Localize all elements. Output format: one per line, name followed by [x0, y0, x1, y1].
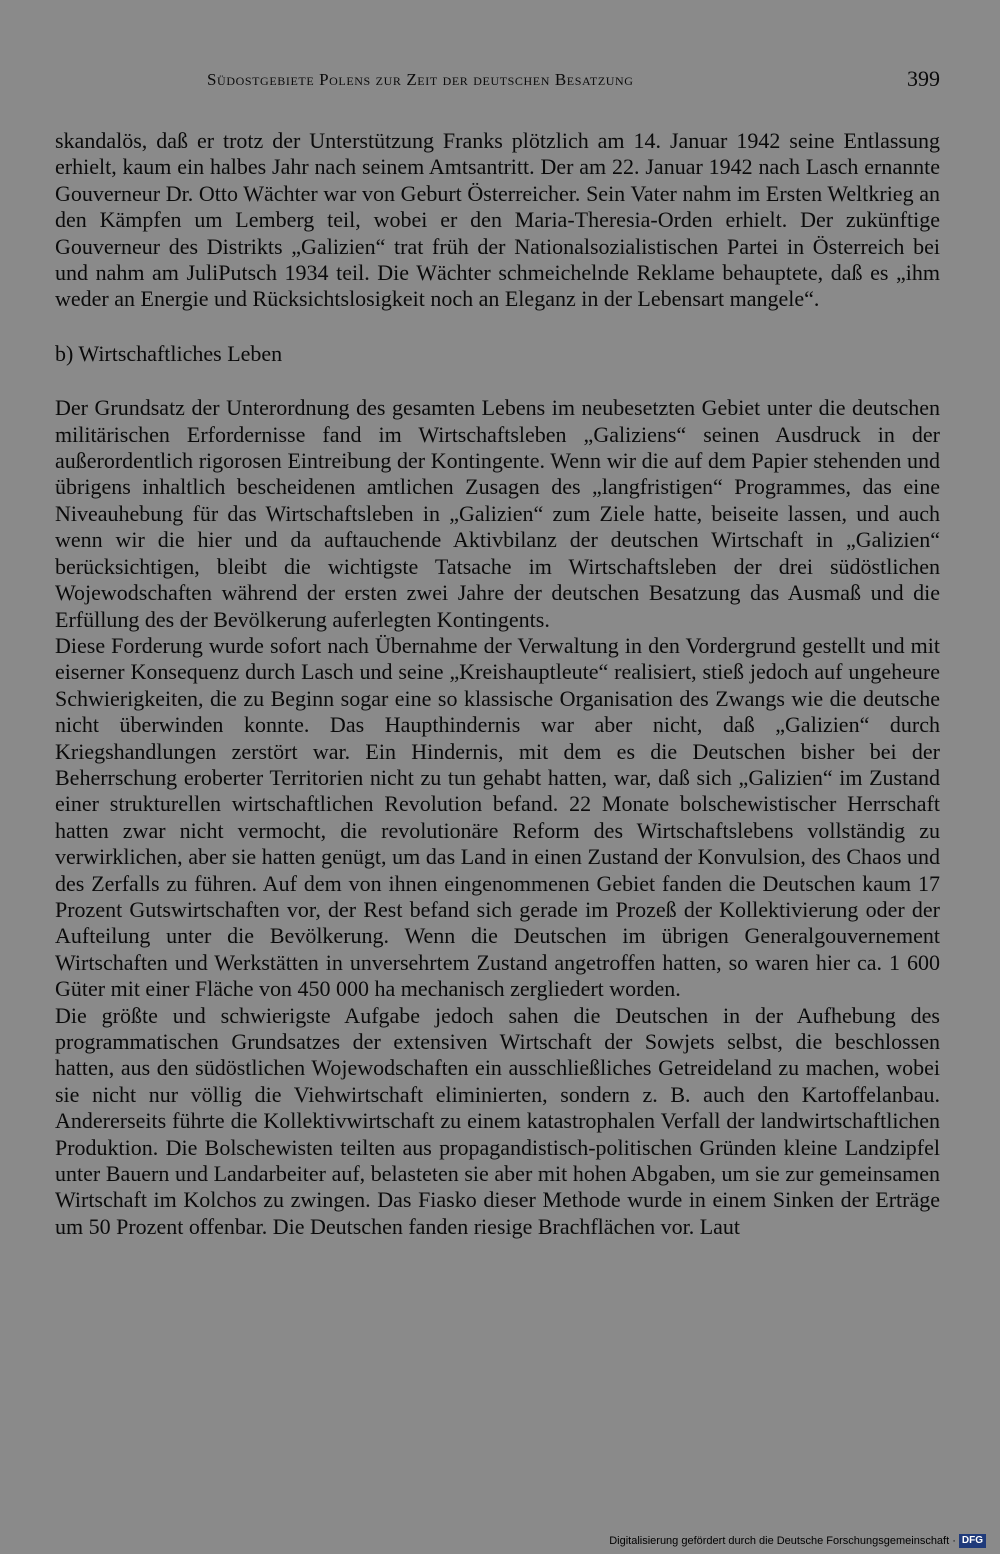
- body-text: [55, 128, 940, 1240]
- page-header: [55, 66, 940, 96]
- footer-credit-text: Digitalisierung gefördert durch die Deutsche Forschungsgemeinschaft ·: [609, 1535, 956, 1547]
- paragraph: Die größte und schwierigste Aufgabe jedoch sahen die Deutschen in der Aufhebung des programmatischen Grundsatzes der extensiven Wirtschaft der Sowjets selbst, die beschlossen hatten, aus den südöstlichen Wojewodschaften ein ausschließliches Getreideland zu machen, wobei sie nicht nur völlig die Viehwirtschaft eliminierten, sondern z. B. auch den Kartoffelanbau. Andererseits führte die Kollektivwirtschaft zu einem katastrophalen Verfall der landwirtschaftlichen Produktion. Die Bolschewisten teilten aus propagandistisch-politischen Gründen kleine Landzipfel unter Bauern und Landarbeiter auf, belasteten sie aber mit hohen Abgaben, um sie zur gemeinsamen Wirtschaft im Kolchos zu zwingen. Das Fiasko dieser Methode wurde in einem Sinken der Erträge um 50 Prozent offenbar. Die Deutschen fanden riesige Brachflächen vor. Laut: [55, 1002, 940, 1239]
- dfg-logo: DFG: [959, 1534, 986, 1548]
- paragraph: Diese Forderung wurde sofort nach Übernahme der Verwaltung in den Vordergrund gestellt und mit eiserner Konsequenz durch Lasch und seine „Kreishauptleute“ realisiert, stieß jedoch auf ungeheure Schwierigkeiten, die zu Beginn sogar eine so klassische Organisation des Zwangs wie die deutsche nicht überwinden konnte. Das Haupthindernis war aber nicht, daß „Galizien“ durch Kriegshandlungen zerstört war. Ein Hindernis, mit dem es die Deutschen bisher bei der Beherrschung eroberter Territorien nicht zu tun gehabt hatten, war, daß sich „Galizien“ im Zustand einer strukturellen wirtschaftlichen Revolution befand. 22 Monate bolschewistischer Herrschaft hatten zwar nicht vermocht, die revolutionäre Reform des Wirtschaftslebens vollständig zu verwirklichen, aber sie hatten genügt, um das Land in einen Zustand der Konvulsion, des Chaos und des Zerfalls zu führen. Auf dem von ihnen eingenommenen Gebiet fanden die Deutschen kaum 17 Prozent Gutswirtschaften vor, der Rest befand sich gerade im Prozeß der Kollektivierung oder der Aufteilung unter die Bevölkerung. Wenn die Deutschen im übrigen Generalgouvernement Wirtschaften und Werkstätten in unversehrtem Zustand angetroffen hatten, so waren hier ca. 1 600 Güter mit einer Fläche von 450 000 ha mechanisch zergliedert worden.: [55, 632, 940, 1002]
- section-heading: b) Wirtschaftliches Leben: [55, 340, 283, 366]
- page-number: 399: [907, 66, 940, 91]
- paragraph: Der Grundsatz der Unterordnung des gesamten Lebens im neubesetzten Gebiet unter die deutschen militärischen Erfordernisse fand im Wirtschaftsleben „Galiziens“ seinen Ausdruck in der außerordentlich rigorosen Eintreibung der Kontingente. Wenn wir die auf dem Papier stehenden und übrigens inhaltlich bescheidenen amtlichen Zusagen des „langfristigen“ Programmes, das eine Niveauhebung für das Wirtschaftsleben in „Galizien“ zum Ziele hatte, beiseite lassen, und auch wenn wir die hier und da auftauchende Aktivbilanz der deutschen Wirtschaft in „Galizien“ berücksichtigen, bleibt die wichtigste Tatsache im Wirtschaftsleben der drei südöstlichen Wojewodschaften während der ersten zwei Jahre der deutschen Besatzung das Ausmaß und die Erfüllung des der Bevölkerung auferlegten Kontingents.: [55, 395, 940, 632]
- footer-credit: [609, 1534, 986, 1548]
- running-title: Südostgebiete Polens zur Zeit der deutschen Besatzung: [207, 70, 634, 89]
- paragraph: skandalös, daß er trotz der Unterstützung Franks plötzlich am 14. Januar 1942 seine Entlassung erhielt, kaum ein halbes Jahr nach seinem Amtsantritt. Der am 22. Januar 1942 nach Lasch ernannte Gouverneur Dr. Otto Wächter war von Geburt Österreicher. Sein Vater nahm im Ersten Weltkrieg an den Kämpfen um Lemberg teil, wobei er den Maria-Theresia-Orden erhielt. Der zukünftige Gouverneur des Distrikts „Galizien“ trat früh der Nationalsozialistischen Partei in Österreich bei und nahm am JuliPutsch 1934 teil. Die Wächter schmeichelnde Reklame behauptete, daß es „ihm weder an Energie und Rücksichtslosigkeit noch an Eleganz in der Lebensart mangele“.: [55, 128, 940, 312]
